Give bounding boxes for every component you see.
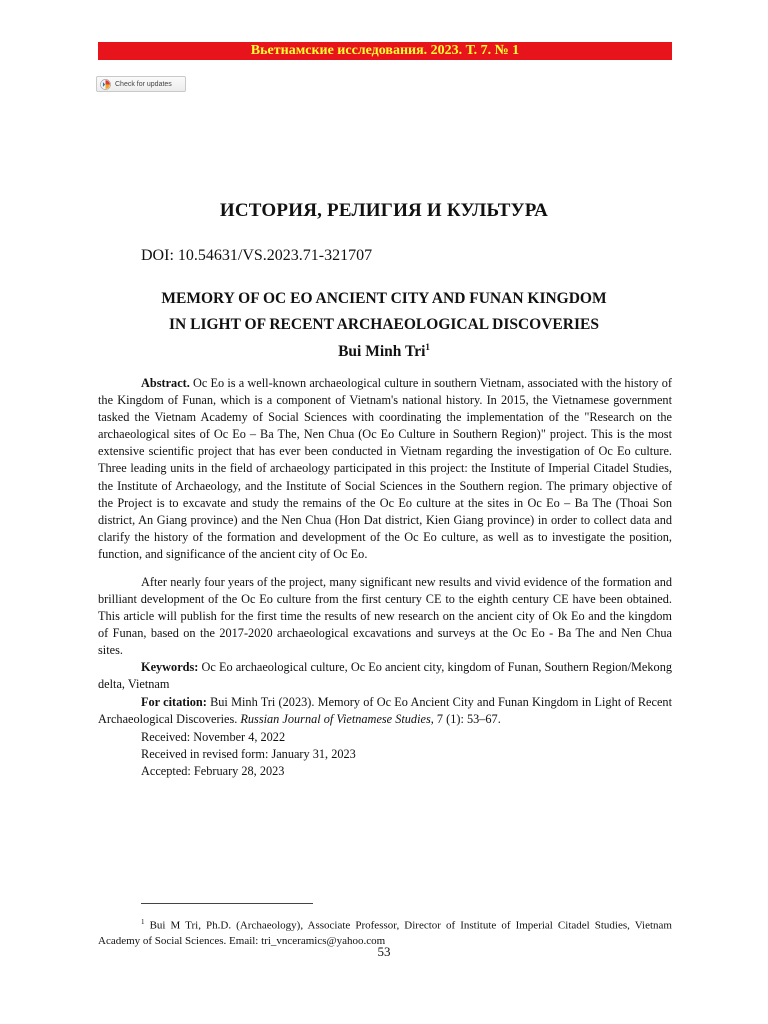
citation-label: For citation: [141,695,207,709]
article-title-line-2: IN LIGHT OF RECENT ARCHAEOLOGICAL DISCOVERIES [169,316,599,333]
page-number: 53 [377,944,391,959]
check-for-updates-label: Check for updates [115,80,172,88]
abstract-paragraph-1 [98,375,672,563]
abstract-text-1: Oc Eo is a well-known archaeological culture in southern Vietnam, associated with the history of the Kingdom of Funan, which is a component of Vietnam's national history. In 2015, the Vietnamese government tasked the Vietnam Academy of Social Sciences with coordinating the implementation of the "Research on the archaeological sites of Oc Eo – Ba The, Nen Chua (Oc Eo Culture in Southern Region)" project. This is the most extensive scientific project that has ever been conducted in Vietnam regarding the investigation of Oc Eo culture. Three leading units in the field of archaeology participated in this project: the Institute of Imperial Citadel Studies, the Institute of Archaeology, and the Institute of Social Sciences in the Southern region. The primary objective of the Project is to excavate and study the remains of the Oc Eo culture at the sites in Oc Eo – Ba The (Thoai Son district, An Giang province) and the Nen Chua (Hon Dat district, Kien Giang province) in order to collect data and clarify the history of the formation and development of the Oc Eo culture, as well as to investigate the position, function, and significance of the ancient city of Oc Eo. [98,376,672,561]
doi-line: DOI: 10.54631/VS.2023.71-321707 [141,247,373,264]
author-name [0,342,768,361]
keywords-label: Keywords: [141,660,199,674]
author-name-text: Bui Minh Tri [338,343,426,361]
journal-header: Вьетнамские исследования. 2023. Т. 7. № 1 [98,42,672,60]
keywords-text: Oc Eo archaeological culture, Oc Eo ancient city, kingdom of Funan, Southern Region/Mekong delta, Vietnam [98,660,672,692]
revised-date: Received in revised form: January 31, 2023 [141,747,356,762]
section-title: ИСТОРИЯ, РЕЛИГИЯ И КУЛЬТУРА [219,200,549,221]
author-footnote-mark: 1 [425,342,430,352]
citation-paragraph [98,694,672,728]
article-title-line-1: MEMORY OF OC EO ANCIENT CITY AND FUNAN KINGDOM [161,290,607,307]
abstract-label: Abstract. [141,376,190,390]
footnote-text: Bui M Tri, Ph.D. (Archaeology), Associate Professor, Director of Institute of Imperial Citadel Studies, Vietnam Academy of Social Sciences. Email: tri_vnceramics@yahoo.com [98,919,672,947]
article-dates [141,729,356,780]
footnote-mark: 1 [141,918,145,926]
check-for-updates-button[interactable] [96,76,186,92]
received-date: Received: November 4, 2022 [141,730,286,744]
citation-text: Bui Minh Tri (2023). Memory of Oc Eo Ancient City and Funan Kingdom in Light of Recent Archaeological Discoveries. [98,695,672,727]
footnote-divider [141,903,313,904]
accepted-date: Accepted: February 28, 2023 [141,764,285,779]
check-for-updates-icon [100,79,111,90]
citation-journal: Russian Journal of Vietnamese Studies, [240,712,434,727]
citation-tail: 7 (1): 53–67. [433,712,501,727]
abstract-paragraph-2: After nearly four years of the project, many significant new results and vivid evidence of the formation and brilliant development of the Oc Eo culture from the first century CE to the eighth century CE have been obtained. This article will publish for the first time the results of new research on the ancient city of Ok Eo and the kingdom of Funan, based on the 2017-2020 archaeological excavations and surveys at the Oc Eo - Ba The and Nen Chua sites. [98,575,672,658]
keywords-paragraph [98,659,672,693]
